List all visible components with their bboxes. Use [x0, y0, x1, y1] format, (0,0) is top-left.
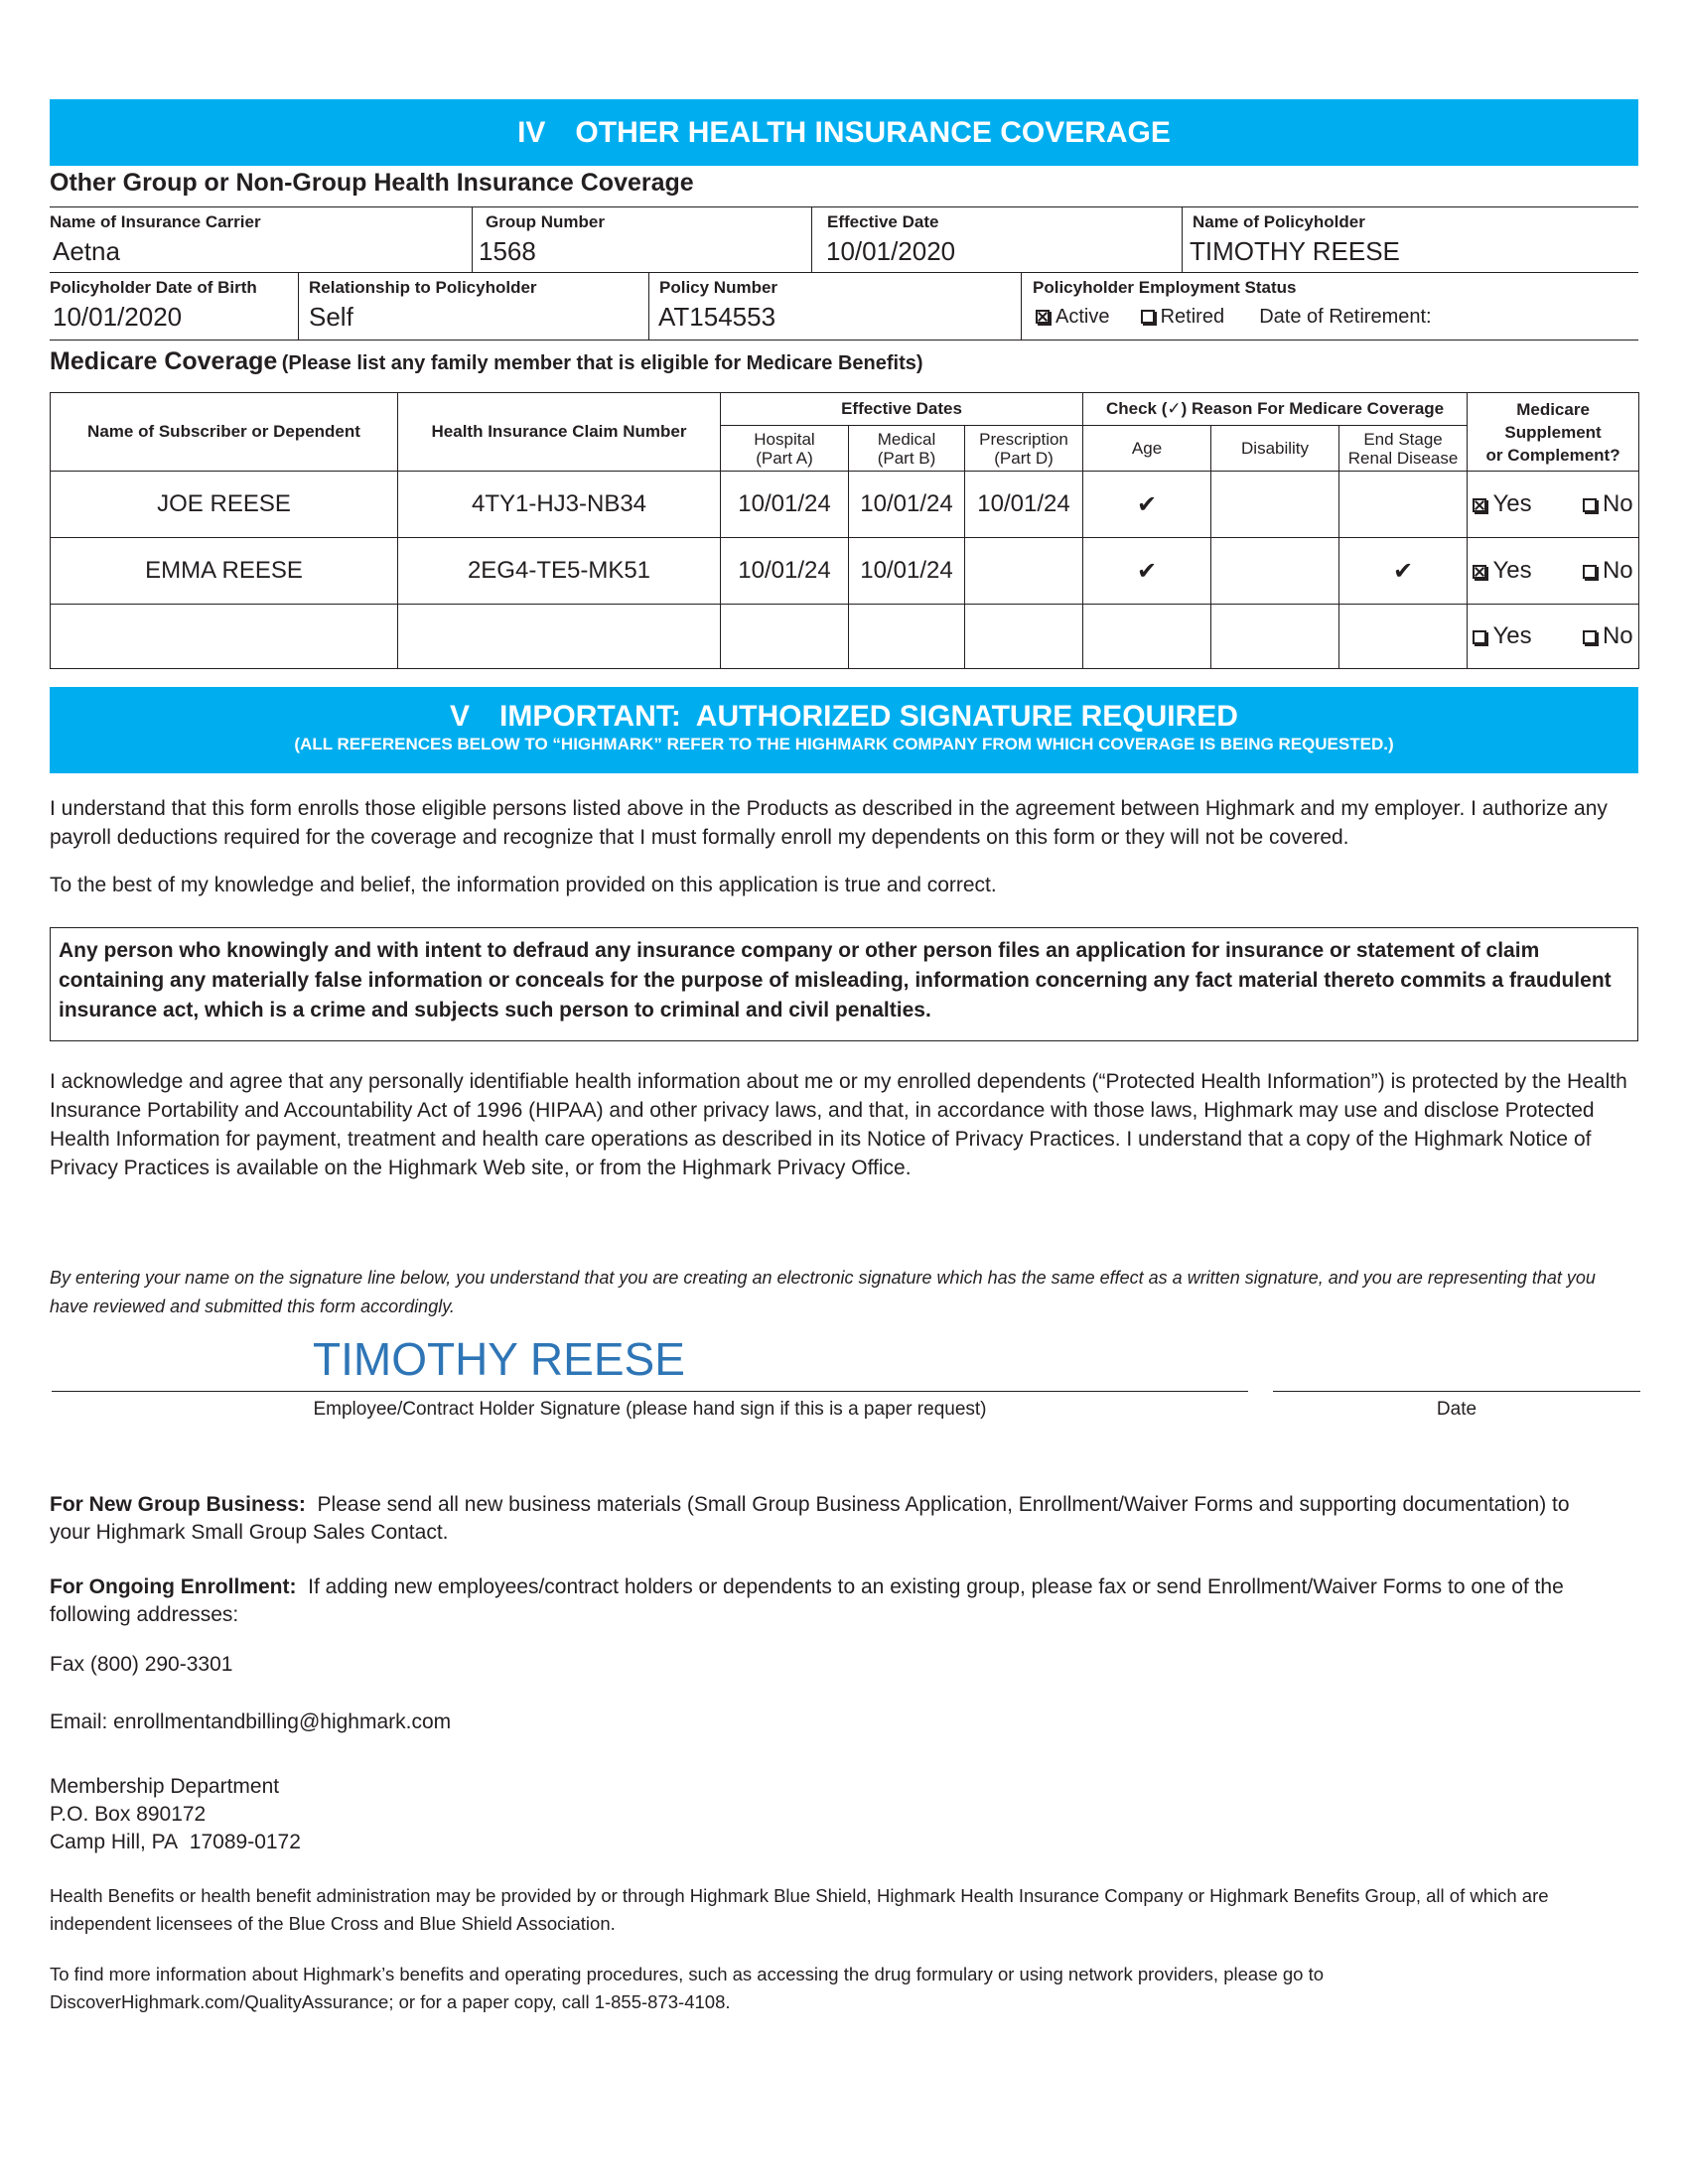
divider	[50, 340, 1638, 341]
policyholder-name-field[interactable]: TIMOTHY REESE	[1190, 236, 1400, 266]
divider	[298, 272, 299, 340]
other-coverage-subtitle: Other Group or Non-Group Health Insurance Coverage	[50, 169, 694, 197]
policyholder-name-label: Name of Policyholder	[1193, 212, 1365, 231]
col-disability-header: Disability	[1211, 426, 1339, 472]
esrd-line1: End Stage	[1363, 429, 1443, 449]
supp-line1: Medicare	[1516, 399, 1590, 419]
fax-number: Fax (800) 290-3301	[50, 1653, 233, 1676]
retirement-date-label: Date of Retirement:	[1259, 306, 1432, 328]
prescription-date-cell[interactable]	[965, 538, 1083, 605]
yes-label: Yes	[1492, 557, 1532, 584]
supplement-cell	[1468, 472, 1639, 538]
divider	[50, 206, 1638, 207]
date-line	[1273, 1391, 1640, 1392]
age-check-cell[interactable]: ✔	[1083, 472, 1211, 538]
yes-checkbox[interactable]	[1473, 498, 1486, 512]
esignature-note: By entering your name on the signature line below, you understand that you are creating an electronic signature which has the same effect as a written signature, and you are representing that you have reviewed and submitted this form accordingly.	[50, 1268, 1596, 1316]
section-v-subtitle: (ALL REFERENCES BELOW TO “HIGHMARK” REFER TO THE HIGHMARK COMPANY FROM WHICH COVERAGE IS BEING REQUESTED.)	[294, 735, 1394, 753]
medicare-title: Medicare Coverage	[50, 347, 278, 375]
email-address[interactable]: Email: enrollmentandbilling@highmark.com	[50, 1710, 452, 1733]
date-label: Date	[1436, 1399, 1477, 1420]
esrd-line2: Renal Disease	[1347, 448, 1459, 468]
supplement-cell	[1468, 538, 1639, 605]
col-reason-header: Check (✓) Reason For Medicare Coverage	[1083, 393, 1468, 426]
subscriber-name-cell[interactable]: JOE REESE	[51, 472, 398, 538]
enrollment-paragraph: I understand that this form enrolls those eligible persons listed above in the Products as described in the agreement between Highmark and my employer. I authorize any payroll deductions required for the coverage and recognize that I must formally enroll my dependents on this form or they will not be covered.	[50, 797, 1608, 849]
pres-line2: (Part D)	[994, 448, 1054, 468]
med-line1: Medical	[877, 429, 936, 449]
divider	[811, 206, 812, 272]
no-label: No	[1602, 490, 1633, 517]
divider	[50, 272, 1638, 273]
address-line: Membership Department	[50, 1775, 280, 1798]
supplement-cell	[1468, 605, 1639, 669]
signature-label: Employee/Contract Holder Signature (please hand sign if this is a paper request)	[313, 1399, 987, 1420]
address-line: P.O. Box 890172	[50, 1803, 207, 1826]
yes-checkbox[interactable]	[1473, 565, 1486, 579]
col-age-header: Age	[1083, 426, 1211, 472]
esrd-check-cell[interactable]	[1339, 605, 1468, 669]
hipaa-paragraph: I acknowledge and agree that any personally identifiable health information about me or my enrolled dependents (“Protected Health Information”) is protected by the Health Insurance Portability and Accountability Act of 1996 (HIPAA) and other privacy laws, and that, in accordance with those laws, Highmark may use and disclose Protected Health Information for payment, treatment and health care operations as described in its Notice of Privacy Practices. I understand that a copy of the Highmark Notice of Privacy Practices is available on the Highmark Web site, or from the Highmark Privacy Office.	[50, 1070, 1627, 1179]
esrd-check-cell[interactable]: ✔	[1339, 538, 1468, 605]
supp-line2: Supplement	[1504, 422, 1602, 442]
no-checkbox[interactable]	[1583, 565, 1597, 579]
prescription-date-cell[interactable]: 10/01/24	[965, 472, 1083, 538]
disability-check-cell[interactable]	[1211, 538, 1339, 605]
divider	[472, 206, 473, 272]
yes-checkbox[interactable]	[1473, 630, 1486, 644]
claim-number-cell[interactable]: 4TY1-HJ3-NB34	[398, 472, 721, 538]
col-esrd-header	[1339, 426, 1468, 472]
no-label: No	[1602, 622, 1633, 649]
col-prescription-header	[965, 426, 1083, 472]
new-group-label: For New Group Business:	[50, 1493, 306, 1516]
ongoing-text: If adding new employees/contract holders or dependents to an existing group, please fax or send Enrollment/Waiver Forms to one of the following addresses:	[50, 1575, 1564, 1626]
employment-status-label: Policyholder Employment Status	[1033, 278, 1297, 297]
claim-number-cell[interactable]	[398, 605, 721, 669]
quality-assurance-note: To find more information about Highmark’s benefits and operating procedures, such as accessing the drug formulary or using network providers, please go to DiscoverHighmark.com/QualityAssurance; or for a paper copy, call 1-855-873-4108.	[50, 1964, 1325, 2012]
col-medical-header	[849, 426, 965, 472]
address-line: Camp Hill, PA 17089-0172	[50, 1831, 301, 1853]
subscriber-name-cell[interactable]	[51, 605, 398, 669]
section-v-banner	[50, 687, 1638, 773]
no-label: No	[1602, 557, 1633, 584]
disability-check-cell[interactable]	[1211, 472, 1339, 538]
pres-line1: Prescription	[979, 429, 1068, 449]
medicare-note: (Please list any family member that is eligible for Medicare Benefits)	[281, 352, 923, 374]
hosp-line2: (Part A)	[756, 448, 813, 468]
claim-number-cell[interactable]: 2EG4-TE5-MK51	[398, 538, 721, 605]
medicare-table	[50, 392, 1639, 669]
employment-status-options	[1036, 306, 1432, 329]
new-group-business	[50, 1491, 1599, 1547]
medicare-heading	[50, 347, 923, 376]
medical-date-cell[interactable]	[849, 605, 965, 669]
hospital-date-cell[interactable]: 10/01/24	[721, 538, 849, 605]
divider	[1021, 272, 1022, 340]
yes-label: Yes	[1492, 490, 1532, 517]
disability-check-cell[interactable]	[1211, 605, 1339, 669]
policy-number-field[interactable]: AT154553	[658, 302, 776, 332]
retired-checkbox[interactable]	[1141, 310, 1155, 324]
medical-date-cell[interactable]: 10/01/24	[849, 538, 965, 605]
hospital-date-cell[interactable]	[721, 605, 849, 669]
supp-line3: or Complement?	[1485, 445, 1620, 465]
mailing-address	[50, 1773, 1658, 1856]
divider	[648, 272, 649, 340]
effective-date-label: Effective Date	[827, 212, 939, 231]
table-row	[51, 538, 1639, 605]
group-number-field[interactable]: 1568	[479, 236, 536, 266]
medical-date-cell[interactable]: 10/01/24	[849, 472, 965, 538]
carrier-label: Name of Insurance Carrier	[50, 212, 261, 231]
col-effective-header: Effective Dates	[721, 393, 1083, 426]
section-iv-title: IV OTHER HEALTH INSURANCE COVERAGE	[517, 116, 1171, 149]
relationship-label: Relationship to Policyholder	[309, 278, 537, 297]
effective-date-field[interactable]: 10/01/2020	[826, 236, 956, 266]
subscriber-name-cell[interactable]: EMMA REESE	[51, 538, 398, 605]
dob-label: Policyholder Date of Birth	[50, 278, 257, 297]
benefits-disclaimer: Health Benefits or health benefit administration may be provided by or through Highmark Blue Shield, Highmark Health Insurance Company or Highmark Benefits Group, all of which are independent licensees of the Blue Cross and Blue Shield Association.	[50, 1885, 1549, 1934]
retired-label: Retired	[1160, 306, 1225, 328]
col-hospital-header	[721, 426, 849, 472]
policy-number-label: Policy Number	[659, 278, 778, 297]
esrd-check-cell[interactable]	[1339, 472, 1468, 538]
group-number-label: Group Number	[486, 212, 605, 231]
signature-field[interactable]: TIMOTHY REESE	[313, 1333, 685, 1385]
section-iv-banner	[50, 99, 1638, 166]
prescription-date-cell[interactable]	[965, 605, 1083, 669]
section-v-title: V IMPORTANT: AUTHORIZED SIGNATURE REQUIRED	[450, 700, 1238, 733]
yes-label: Yes	[1492, 622, 1532, 649]
age-check-cell[interactable]: ✔	[1083, 538, 1211, 605]
col-claim-header: Health Insurance Claim Number	[398, 393, 721, 472]
age-check-cell[interactable]	[1083, 605, 1211, 669]
new-group-text: Please send all new business materials (Small Group Business Application, Enrollment/Waiver Forms and supporting documentation) to your Highmark Small Group Sales Contact.	[50, 1493, 1570, 1544]
table-row	[51, 605, 1639, 669]
divider	[1182, 206, 1183, 272]
ongoing-enrollment	[50, 1573, 1638, 1629]
no-checkbox[interactable]	[1583, 630, 1597, 644]
col-supplement-header	[1468, 393, 1639, 472]
active-checkbox[interactable]	[1036, 310, 1050, 324]
hosp-line1: Hospital	[754, 429, 815, 449]
table-row	[51, 472, 1639, 538]
med-line2: (Part B)	[877, 448, 936, 468]
ongoing-label: For Ongoing Enrollment:	[50, 1575, 297, 1598]
active-label: Active	[1055, 306, 1110, 328]
relationship-field[interactable]: Self	[309, 302, 353, 332]
truth-statement: To the best of my knowledge and belief, the information provided on this application is true and correct.	[50, 874, 997, 896]
carrier-field[interactable]: Aetna	[53, 236, 120, 266]
col-name-header: Name of Subscriber or Dependent	[51, 393, 398, 472]
signature-line	[52, 1391, 1248, 1392]
hospital-date-cell[interactable]: 10/01/24	[721, 472, 849, 538]
fraud-warning-box: Any person who knowingly and with intent to defraud any insurance company or other person files an application for insurance or statement of claim containing any materially false information or conceals for the purpose of misleading, information concerning any fact material thereto commits a fraudulent insurance act, which is a crime and subjects such person to criminal and civil penalties.	[50, 927, 1638, 1041]
dob-field[interactable]: 10/01/2020	[53, 302, 183, 332]
no-checkbox[interactable]	[1583, 498, 1597, 512]
